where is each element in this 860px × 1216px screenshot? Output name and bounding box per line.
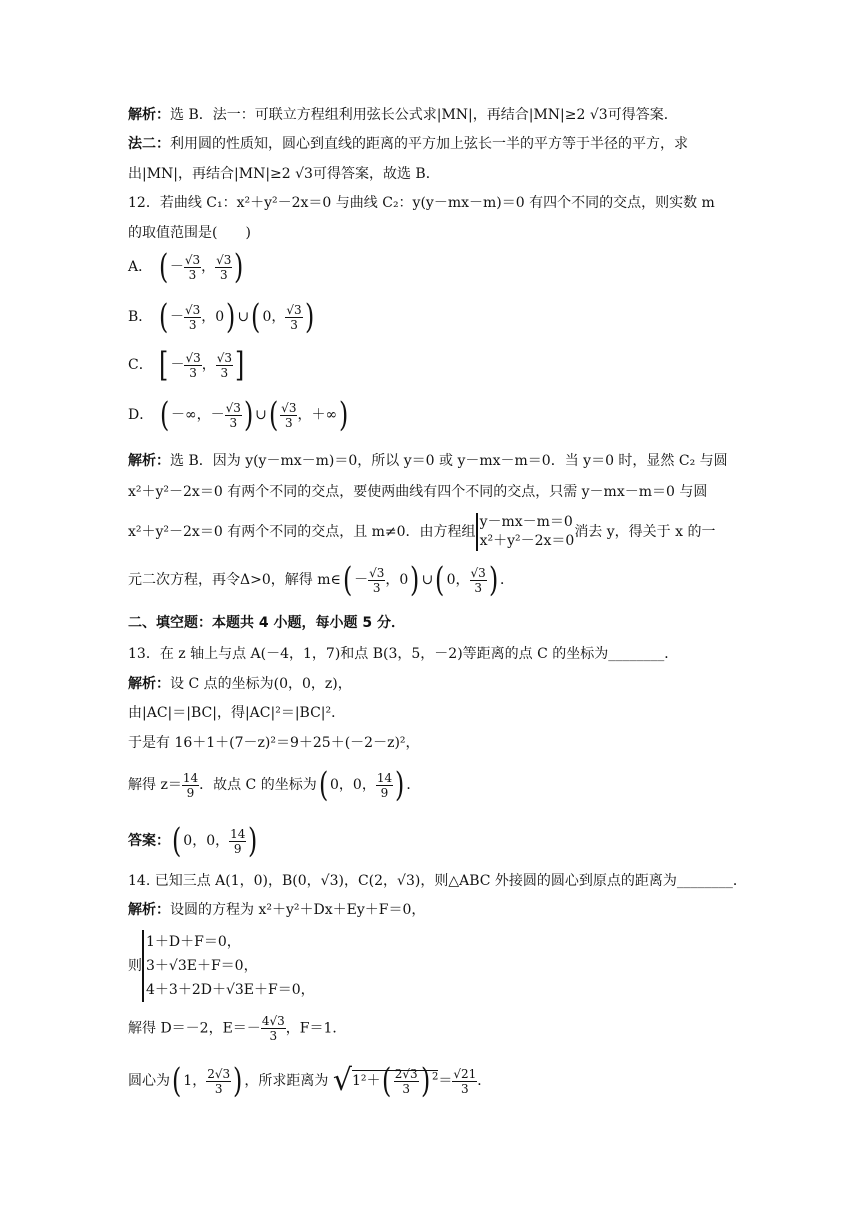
fraction: $\frac{14}{9}$	[182, 770, 199, 800]
fraction: $\frac{√3}{3}$	[225, 400, 241, 430]
solution-text: 选 B．法一：可联立方程组利用弦长公式求|MN|，再结合|MN|≥2 √3可得答案．	[170, 107, 678, 123]
fraction: $\frac{√3}{3}$	[185, 350, 201, 380]
fraction: $\frac{√3}{3}$	[470, 565, 486, 595]
question-12-text: 12．若曲线 C₁：x²＋y²－2x＝0 与曲线 C₂：y(y－mx－m)＝0 有四个不同的交点，则实数 m	[128, 195, 715, 211]
method-two-text: 利用圆的性质知，圆心到直线的距离的平方加上弦长一半的平方等于半径的平方，求	[170, 136, 688, 152]
answer-label: 答案：	[128, 833, 170, 849]
question-12-text-cont: 的取值范围是( )	[128, 225, 251, 241]
radicand: 1²＋( $\frac{2√3}{3}$ ) $^2$	[351, 1061, 439, 1101]
option-b-label: B．	[128, 309, 153, 325]
solution-14-result: 解得 D＝－2，E＝－ $\frac{4√3}{3}$ ，F＝1．	[128, 1014, 347, 1043]
option-a: A． ( － $\frac{√3}{3}$ ， $\frac{√3}{3}$ )	[128, 247, 244, 287]
option-d-label: D．	[128, 407, 154, 423]
fraction: $\frac{√3}{3}$	[286, 302, 302, 332]
fraction: $\frac{14}{9}$	[376, 770, 393, 800]
solution-13-line-3: 于是有 16＋1＋(7－z)²＝9＋25＋(－2－z)²，	[128, 735, 420, 751]
fraction: $\frac{14}{9}$	[230, 826, 246, 856]
fraction: $\frac{4√3}{3}$	[261, 1014, 285, 1043]
solution-14-system: 则 1＋D＋F＝0， 3＋√3E＋F＝0， 4＋3＋2D＋√3E＋F＝0，	[128, 930, 315, 1002]
solution-13-line-2: 由|AC|＝|BC|，得|AC|²＝|BC|²．	[128, 705, 346, 721]
method-two-text-cont: 出|MN|，再结合|MN|≥2 √3可得答案，故选 B．	[128, 166, 440, 182]
fraction: $\frac{√3}{3}$	[216, 350, 232, 380]
fraction: $\frac{√3}{3}$	[369, 565, 385, 595]
solution-14-center: 圆心为( 1， $\frac{2√3}{3}$ ) ，所求距离为 √1²＋( $\frac{2√3}{3}$ ) $^2$＝ $\frac{√21}{3}$ ．	[128, 1061, 492, 1101]
solution-12-line-3: x²＋y²－2x＝0 有两个不同的交点，且 m≠0．由方程组 y－mx－m＝0 x²＋y²－2x＝0 消去 y，得关于 x 的一	[128, 514, 716, 549]
fraction: $\frac{√3}{3}$	[185, 302, 201, 332]
solution-13-line-4: 解得 z＝ $\frac{14}{9}$ ．故点 C 的坐标为( 0，0， $\frac{14}{9}$ ) ．	[128, 765, 421, 805]
solution-14-line-1: 解析：设圆的方程为 x²＋y²＋Dx＋Ey＋F＝0，	[128, 902, 426, 918]
option-c-label: C．	[128, 357, 153, 373]
question-13: 13．在 z 轴上与点 A(－4，1，7)和点 B(3，5，－2)等距离的点 C 的坐标为________．	[128, 646, 679, 662]
question-14: 14. 已知三点 A(1，0)，B(0，√3)，C(2，√3)，则△ABC 外接圆的圆心到原点的距离为________．	[128, 873, 747, 889]
option-a-label: A．	[128, 259, 153, 275]
solution-12-line-4: 元二次方程，再令Δ>0，解得 m∈( － $\frac{√3}{3}$ ，0) ∪( 0， $\frac{√3}{3}$ ) ．	[128, 560, 515, 600]
solution-label: 解析：	[128, 676, 170, 692]
solution-13-line-1: 解析：设 C 点的坐标为(0，0，z)，	[128, 676, 352, 692]
solution-11-line-3	[128, 165, 440, 183]
option-d: D． ( －∞，－ $\frac{√3}{3}$ ) ∪( $\frac{√3}{3}$ ，＋∞)	[128, 395, 349, 435]
solution-11-line-1	[128, 106, 678, 124]
fraction: $\frac{2√3}{3}$	[207, 1066, 231, 1096]
radical-sign: √	[332, 1063, 352, 1098]
fraction: $\frac{√21}{3}$	[453, 1066, 477, 1096]
fraction: $\frac{2√3}{3}$	[394, 1066, 418, 1096]
equation-system: 1＋D＋F＝0， 3＋√3E＋F＝0， 4＋3＋2D＋√3E＋F＝0，	[142, 930, 315, 1002]
section-heading: 二、填空题：本题共 4 小题，每小题 5 分．	[128, 615, 405, 631]
solution-11-line-2	[128, 135, 688, 153]
question-12-line-2	[128, 224, 251, 242]
solution-label: 解析：	[128, 107, 170, 123]
option-c: C． [ － $\frac{√3}{3}$ ， $\frac{√3}{3}$ ]	[128, 345, 245, 385]
question-12-line-1	[128, 194, 715, 212]
fraction: $\frac{√3}{3}$	[281, 400, 297, 430]
fraction: $\frac{√3}{3}$	[216, 252, 232, 282]
answer-13: 答案：( 0，0， $\frac{14}{9}$ )	[128, 821, 258, 861]
equation-system: y－mx－m＝0 x²＋y²－2x＝0	[476, 513, 575, 551]
option-b: B． ( － $\frac{√3}{3}$ ，0) ∪( 0， $\frac{√3}{3}$ )	[128, 297, 314, 337]
fraction: $\frac{√3}{3}$	[184, 252, 201, 282]
method-two-label: 法二：	[128, 136, 170, 152]
solution-12-line-1: 解析：选 B．因为 y(y－mx－m)＝0，所以 y＝0 或 y－mx－m＝0．当 y＝0 时，显然 C₂ 与圆	[128, 453, 728, 469]
solution-12-line-2: x²＋y²－2x＝0 有两个不同的交点，要使两曲线有四个不同的交点，只需 y－mx－m＝0 与圆	[128, 484, 708, 500]
solution-label: 解析：	[128, 902, 170, 918]
solution-label: 解析：	[128, 453, 170, 469]
